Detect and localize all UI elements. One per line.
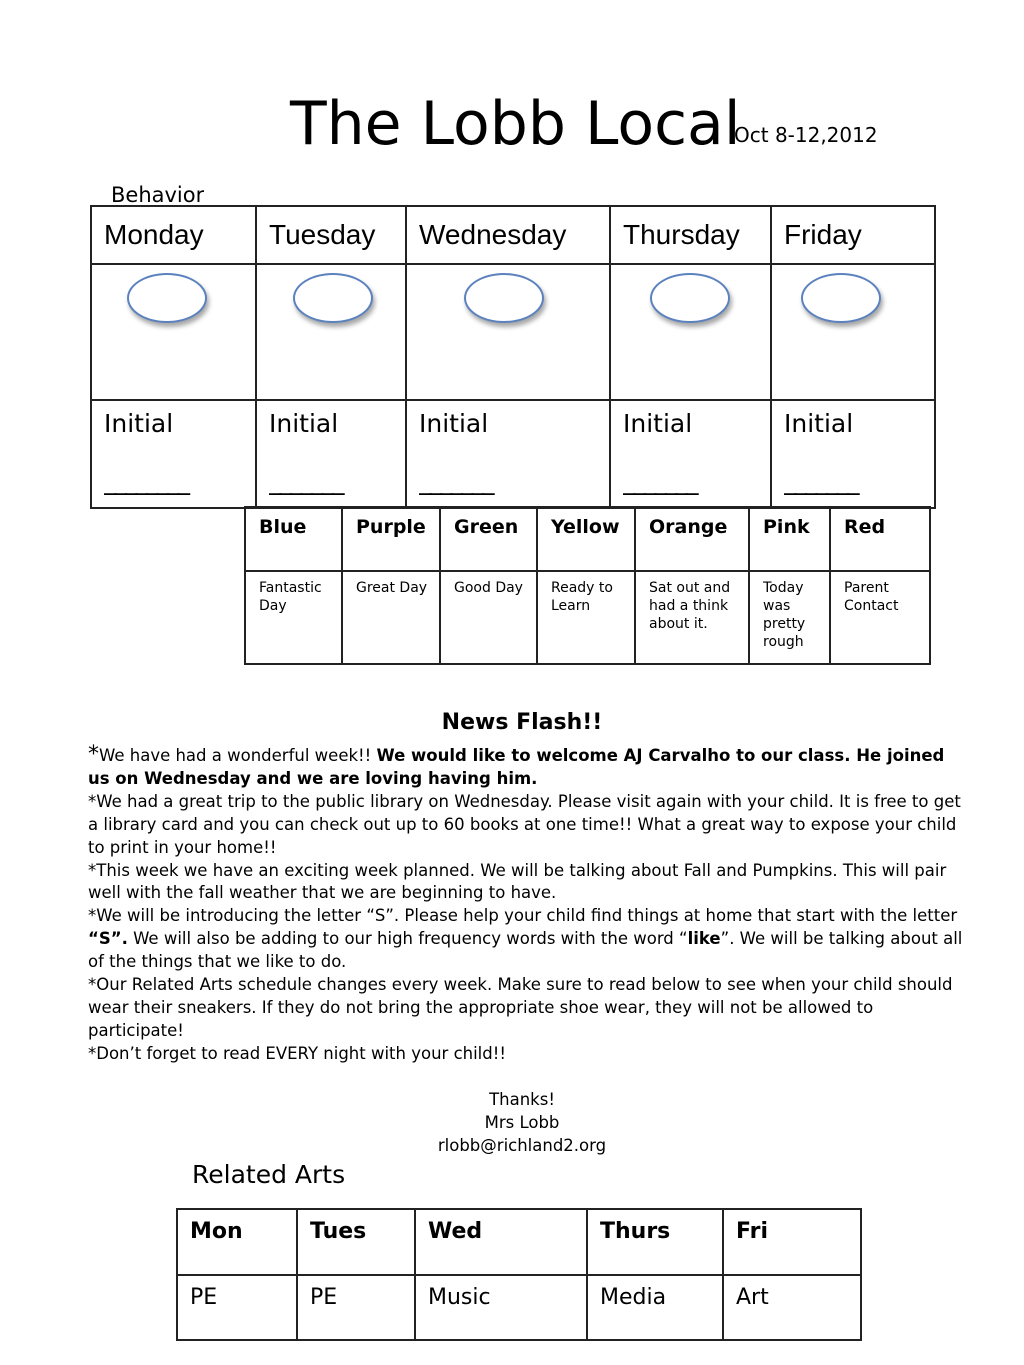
key-color: Blue [245, 507, 342, 571]
initial-cell [610, 400, 771, 508]
behavior-circle[interactable] [464, 273, 544, 323]
news-text-bold: We would like to welcome AJ Carvalho to our class. He joined us on Wednesday and we are loving having him. [88, 746, 945, 788]
color-key-color-row [245, 507, 930, 571]
key-color: Orange [635, 507, 749, 571]
key-color: Red [830, 507, 930, 571]
arts-activity: PE [297, 1275, 415, 1340]
behavior-day-row [91, 206, 935, 264]
key-description: Sat out and had a think about it. [635, 571, 749, 664]
arts-activity: Art [723, 1275, 861, 1340]
news-text: *We will be introducing the letter “S”. Please help your child find things at home that start with the letter [88, 906, 958, 926]
related-arts-activity-row [177, 1275, 861, 1340]
key-color: Yellow [537, 507, 635, 571]
behavior-circle[interactable] [127, 273, 207, 323]
day-header: Tuesday [256, 206, 406, 264]
behavior-circle[interactable] [293, 273, 373, 323]
key-description: Great Day [342, 571, 440, 664]
news-text: We have had a wonderful week!! [99, 746, 377, 765]
initial-cell [91, 400, 256, 508]
signature-block [0, 1089, 1024, 1158]
behavior-cell [610, 264, 771, 400]
arts-activity: PE [177, 1275, 297, 1340]
arts-day-header: Thurs [587, 1209, 723, 1275]
behavior-table [90, 205, 936, 509]
color-key-table [244, 506, 931, 665]
arts-day-header: Wed [415, 1209, 587, 1275]
arts-day-header: Fri [723, 1209, 861, 1275]
email-link[interactable]: rlobb@richland2.org [437, 1135, 607, 1155]
behavior-cell [91, 264, 256, 400]
news-paragraph: *This week we have an exciting week planned. We will be talking about Fall and Pumpkins. This will pair well with the fall weather that we are beginning to have. [88, 860, 947, 903]
day-header: Friday [771, 206, 935, 264]
key-color: Pink [749, 507, 830, 571]
news-body [88, 744, 968, 1066]
news-paragraph: *Our Related Arts schedule changes every week. Make sure to read below to see when your child should wear their sneakers. If they do not bring the appropriate shoe wear, they will not be allowed to participate! [88, 975, 953, 1040]
news-paragraph: *We had a great trip to the public library on Wednesday. Please visit again with your child. It is free to get a library card and you can check out up to 60 books at one time!! What a great way to expose your child to print in your home!! [88, 791, 961, 857]
page-title: The Lobb Local [290, 89, 741, 159]
initial-label: Initial [784, 409, 854, 438]
initial-cell [406, 400, 610, 508]
day-header: Thursday [610, 206, 771, 264]
day-header: Wednesday [406, 206, 610, 264]
day-header: Monday [91, 206, 256, 264]
initial-line[interactable]: _______ [269, 466, 343, 495]
news-paragraph [88, 744, 968, 791]
initial-line[interactable]: _______ [419, 466, 493, 495]
arts-day-header: Mon [177, 1209, 297, 1275]
related-arts-label: Related Arts [192, 1160, 346, 1189]
arts-activity: Music [415, 1275, 587, 1340]
initial-label: Initial [623, 409, 693, 438]
news-bullet: * [88, 742, 99, 767]
key-description: Today was pretty rough [749, 571, 830, 664]
initial-line[interactable]: ________ [104, 466, 188, 495]
initial-cell [771, 400, 935, 508]
news-text-bold: “S”. [88, 929, 128, 949]
behavior-circle[interactable] [650, 273, 730, 323]
thanks-text: Thanks! [489, 1090, 555, 1109]
initial-label: Initial [419, 409, 489, 438]
signature-name: Mrs Lobb [484, 1112, 560, 1132]
news-paragraph [88, 905, 968, 974]
behavior-label: Behavior [111, 183, 205, 205]
behavior-cell [406, 264, 610, 400]
behavior-initial-row [91, 400, 935, 508]
news-text-bold: like [687, 929, 721, 949]
key-color: Green [440, 507, 537, 571]
key-description: Parent Contact [830, 571, 930, 664]
news-paragraph: *Don’t forget to read EVERY night with your child!! [88, 1043, 506, 1063]
key-description: Fantastic Day [245, 571, 342, 664]
news-text: ”. We will be talking about all of the things that we like to do. [88, 929, 963, 972]
behavior-circle[interactable] [801, 273, 881, 323]
arts-activity: Media [587, 1275, 723, 1340]
key-color: Purple [342, 507, 440, 571]
behavior-circle-row [91, 264, 935, 400]
initial-cell [256, 400, 406, 508]
related-arts-table [176, 1208, 862, 1341]
key-description: Good Day [440, 571, 537, 664]
initial-label: Initial [269, 409, 339, 438]
news-heading: News Flash!! [441, 710, 603, 735]
related-arts-header-row [177, 1209, 861, 1275]
color-key-description-row [245, 571, 930, 664]
newsletter-date: Oct 8-12,2012 [734, 123, 878, 147]
initial-label: Initial [104, 409, 174, 438]
arts-day-header: Tues [297, 1209, 415, 1275]
initial-line[interactable]: _______ [784, 466, 858, 495]
behavior-cell [771, 264, 935, 400]
initial-line[interactable]: _______ [623, 466, 697, 495]
behavior-cell [256, 264, 406, 400]
key-description: Ready to Learn [537, 571, 635, 664]
news-text: We will also be adding to our high frequency words with the word “ [127, 929, 688, 949]
